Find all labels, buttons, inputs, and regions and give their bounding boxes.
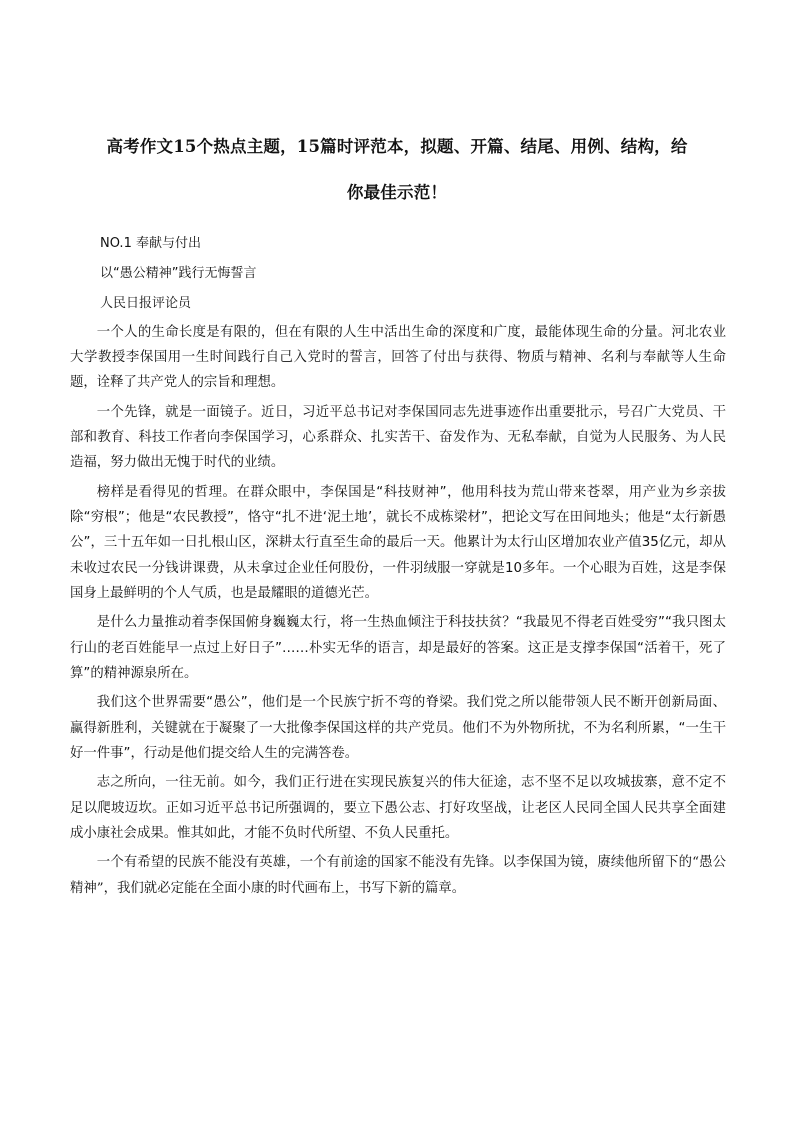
document-title bbox=[70, 124, 724, 216]
paragraph: 一个人的生命长度是有限的，但在有限的人生中活出生命的深度和广度，最能体现生命的分量。河北农业大学教授李保国用一生时间践行自己入党时的誓言，回答了付出与获得、物质与精神、名利与奉献等人生命题，诠释了共产党人的宗旨和理想。 bbox=[70, 325, 726, 391]
paragraph: 榜样是看得见的哲理。在群众眼中，李保国是“科技财神”，他用科技为荒山带来苍翠，用产业为乡亲拔除“穷根”；他是“农民教授”，恪守“扎不进‘泥土地’，就长不成栋梁材”，把论文写在田间地头；他是“太行新愚公”，三十五年如一日扎根山区，深耕太行直至生命的最后一天。他累计为太行山区增加农业产值35亿元，却从未收过农民一分钱讲课费，从未拿过企业任何股份，一件羽绒服一穿就是10多年。一个心眼为百姓，这是李保国身上最鲜明的个人气质，也是最耀眼的道德光芒。 bbox=[70, 485, 726, 601]
paragraph: 是什么力量推动着李保国俯身巍巍太行，将一生热血倾注于科技扶贫？“我最见不得老百姓受穷”“我只图太行山的老百姓能早一点过上好日子”……朴实无华的语言，却是最好的答案。这正是支撑李保国“活着干，死了算”的精神源泉所在。 bbox=[70, 615, 726, 681]
article-author: 人民日报评论员 bbox=[100, 296, 192, 311]
section-number: NO.1 奉献与付出 bbox=[100, 236, 201, 251]
paragraph: 我们这个世界需要“愚公”，他们是一个民族宁折不弯的脊梁。我们党之所以能带领人民不断开创新局面、赢得新胜利，关键就在于凝聚了一大批像李保国这样的共产党员。他们不为外物所扰，不为名利所累，“一生干好一件事”，行动是他们提交给人生的完满答卷。 bbox=[70, 695, 726, 761]
paragraph: 一个先锋，就是一面镜子。近日，习近平总书记对李保国同志先进事迹作出重要批示，号召广大党员、干部和教育、科技工作者向李保国学习，心系群众、扎实苦干、奋发作为、无私奉献，自觉为人民服务、为人民造福，努力做出无愧于时代的业绩。 bbox=[70, 405, 726, 471]
article-body bbox=[70, 320, 726, 905]
paragraph: 志之所向，一往无前。如今，我们正行进在实现民族复兴的伟大征途，志不坚不足以攻城拔寨，意不定不足以爬坡迈坎。正如习近平总书记所强调的，要立下愚公志、打好攻坚战，让老区人民同全国人民共享全面建成小康社会成果。惟其如此，才能不负时代所望、不负人民重托。 bbox=[70, 775, 726, 841]
article-title: 以“愚公精神”践行无悔誓言 bbox=[100, 266, 257, 281]
title-line-1: 高考作文15个热点主题，15篇时评范本，拟题、开篇、结尾、用例、结构，给 bbox=[106, 137, 688, 156]
paragraph: 一个有希望的民族不能没有英雄，一个有前途的国家不能没有先锋。以李保国为镜，赓续他所留下的“愚公精神”，我们就必定能在全面小康的时代画布上，书写下新的篇章。 bbox=[70, 855, 726, 896]
title-line-2: 你最佳示范！ bbox=[346, 183, 448, 202]
